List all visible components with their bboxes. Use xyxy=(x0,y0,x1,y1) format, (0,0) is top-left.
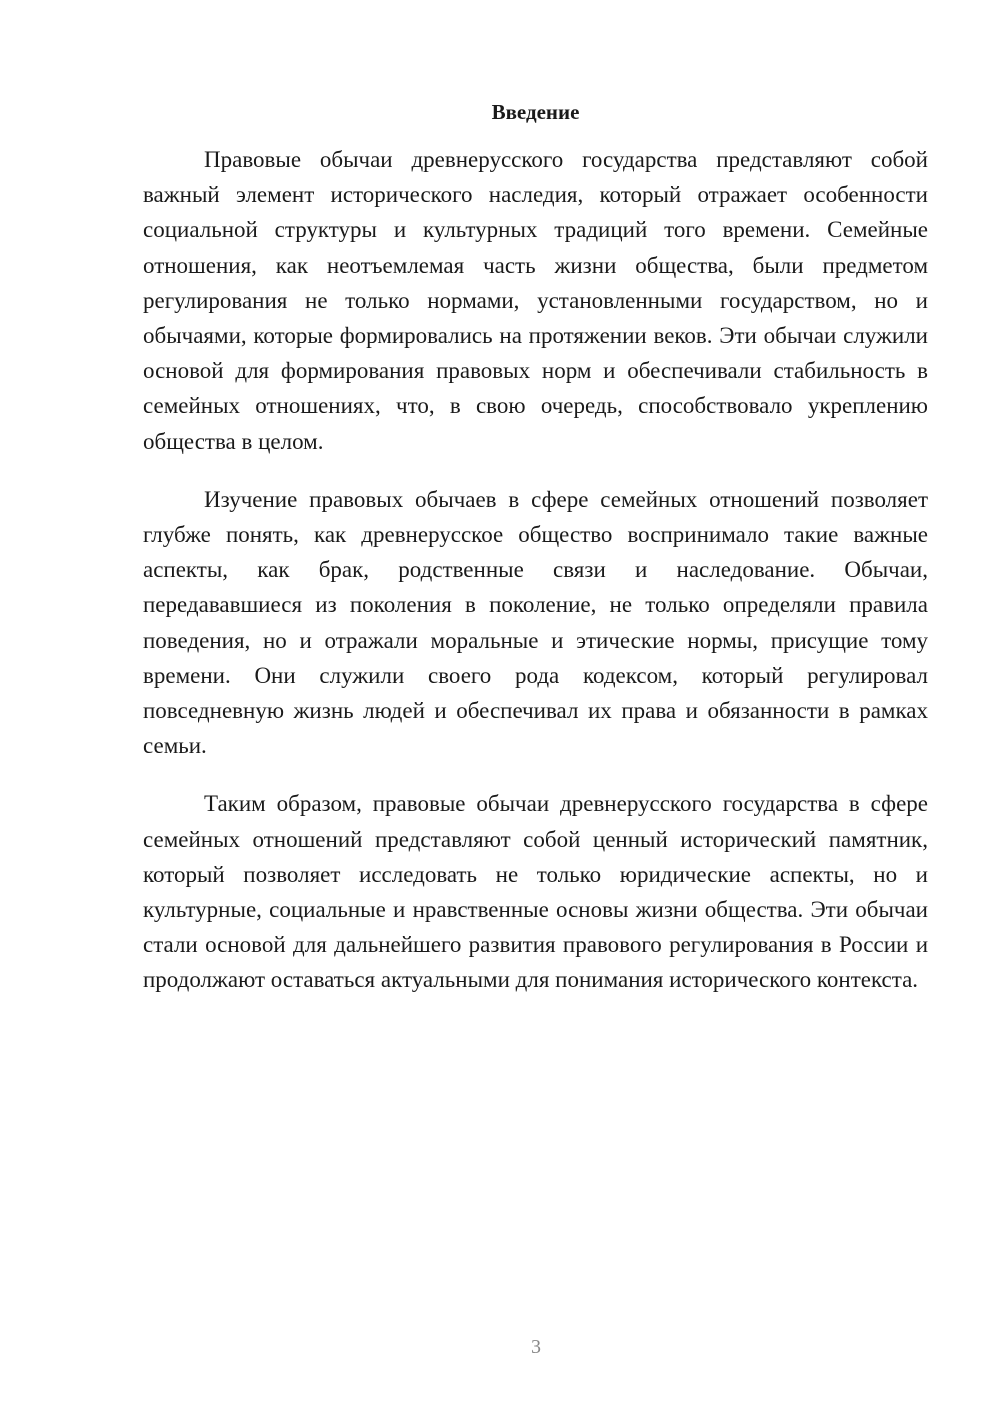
page-number: 3 xyxy=(531,1336,541,1358)
page-title: Введение xyxy=(491,100,580,124)
body-text xyxy=(143,142,928,1021)
paragraph-3: Таким образом, правовые обычаи древнерусского государства в сфере семейных отношений представляют собой ценный исторический памятник, который позволяет исследовать не только юридические аспекты, но и культурные, социальные и нравственные основы жизни общества. Эти обычаи стали основой для дальнейшего развития правового регулирования в России и продолжают оставаться актуальными для понимания исторического контекста. xyxy=(143,791,928,993)
paragraph-2: Изучение правовых обычаев в сфере семейных отношений позволяет глубже понять, как древнерусское общество воспринимало такие важные аспекты, как брак, родственные связи и наследование. Обычаи, передававшиеся из поколения в поколение, не только определяли правила поведения, но и отражали моральные и этические нормы, присущие тому времени. Они служили своего рода кодексом, который регулировал повседневную жизнь людей и обеспечивал их права и обязанности в рамках семьи. xyxy=(143,486,928,759)
paragraph-1: Правовые обычаи древнерусского государства представляют собой важный элемент исторического наследия, который отражает особенности социальной структуры и культурных традиций того времени. Семейные отношения, как неотъемлемая часть жизни общества, были предметом регулирования не только нормами, установленными государством, но и обычаями, которые формировались на протяжении веков. Эти обычаи служили основой для формирования правовых норм и обеспечивали стабильность в семейных отношениях, что, в свою очередь, способствовало укреплению общества в целом. xyxy=(143,147,928,454)
